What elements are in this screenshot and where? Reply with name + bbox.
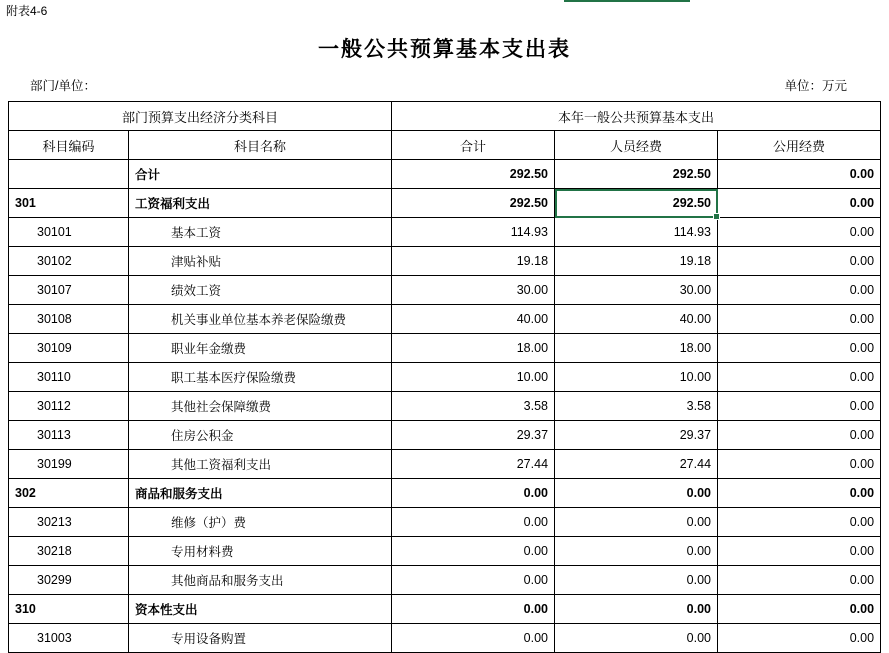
cell-public[interactable]: 0.00 — [718, 566, 881, 595]
cell-total[interactable]: 0.00 — [392, 479, 555, 508]
cell-code[interactable]: 30102 — [9, 247, 129, 276]
cell-total[interactable]: 27.44 — [392, 450, 555, 479]
cell-total[interactable]: 114.93 — [392, 218, 555, 247]
cell-public[interactable]: 0.00 — [718, 624, 881, 653]
cell-name[interactable]: 专用设备购置 — [129, 624, 392, 653]
cell-code[interactable]: 30109 — [9, 334, 129, 363]
cell-personnel[interactable]: 292.50 — [555, 160, 718, 189]
table-row — [9, 566, 881, 595]
cell-personnel[interactable]: 30.00 — [555, 276, 718, 305]
cell-code[interactable]: 30108 — [9, 305, 129, 334]
table-row — [9, 218, 881, 247]
cell-public[interactable]: 0.00 — [718, 421, 881, 450]
cell-code[interactable]: 30213 — [9, 508, 129, 537]
table-row — [9, 450, 881, 479]
cell-code[interactable]: 30299 — [9, 566, 129, 595]
cell-public[interactable]: 0.00 — [718, 537, 881, 566]
cell-name[interactable]: 职工基本医疗保险缴费 — [129, 363, 392, 392]
cell-name[interactable]: 其他商品和服务支出 — [129, 566, 392, 595]
header-group-row — [9, 102, 881, 131]
cell-code[interactable]: 310 — [9, 595, 129, 624]
cell-total[interactable]: 29.37 — [392, 421, 555, 450]
cell-personnel[interactable]: 10.00 — [555, 363, 718, 392]
table-head — [9, 102, 881, 160]
unit-label: 单位：万元 — [784, 79, 847, 93]
cell-personnel[interactable]: 114.93 — [555, 218, 718, 247]
cell-total[interactable]: 0.00 — [392, 595, 555, 624]
cell-personnel[interactable]: 0.00 — [555, 566, 718, 595]
cell-total[interactable]: 292.50 — [392, 160, 555, 189]
cell-name[interactable]: 商品和服务支出 — [129, 479, 392, 508]
table-row — [9, 421, 881, 450]
page-title: 一般公共预算基本支出表 — [318, 38, 571, 61]
cell-total[interactable]: 0.00 — [392, 508, 555, 537]
cell-name[interactable]: 工资福利支出 — [129, 189, 392, 218]
table-row — [9, 479, 881, 508]
cell-total[interactable]: 3.58 — [392, 392, 555, 421]
cell-total[interactable]: 19.18 — [392, 247, 555, 276]
sheet-label: 附表4-6 — [6, 4, 48, 18]
cell-public[interactable]: 0.00 — [718, 508, 881, 537]
cell-code[interactable]: 30199 — [9, 450, 129, 479]
table-row — [9, 189, 881, 218]
cell-personnel[interactable]: 40.00 — [555, 305, 718, 334]
cell-name[interactable]: 维修（护）费 — [129, 508, 392, 537]
table-row — [9, 392, 881, 421]
cell-public[interactable]: 0.00 — [718, 276, 881, 305]
table-row — [9, 334, 881, 363]
header-col-total: 合计 — [392, 131, 555, 160]
cell-name[interactable]: 基本工资 — [129, 218, 392, 247]
cell-personnel[interactable]: 0.00 — [555, 508, 718, 537]
cell-total[interactable]: 18.00 — [392, 334, 555, 363]
cell-public[interactable]: 0.00 — [718, 392, 881, 421]
cell-name[interactable]: 其他工资福利支出 — [129, 450, 392, 479]
cell-total[interactable]: 10.00 — [392, 363, 555, 392]
cell-personnel[interactable]: 18.00 — [555, 334, 718, 363]
cell-name[interactable]: 绩效工资 — [129, 276, 392, 305]
header-col-name: 科目名称 — [129, 131, 392, 160]
cell-public[interactable]: 0.00 — [718, 160, 881, 189]
cell-public[interactable]: 0.00 — [718, 363, 881, 392]
cell-public[interactable]: 0.00 — [718, 450, 881, 479]
department-label: 部门/单位： — [30, 79, 96, 93]
cell-code[interactable]: 30110 — [9, 363, 129, 392]
cell-public[interactable]: 0.00 — [718, 218, 881, 247]
cell-personnel[interactable]: 3.58 — [555, 392, 718, 421]
cell-public[interactable]: 0.00 — [718, 247, 881, 276]
cell-public[interactable]: 0.00 — [718, 189, 881, 218]
cell-personnel[interactable]: 27.44 — [555, 450, 718, 479]
cell-code[interactable]: 30101 — [9, 218, 129, 247]
cell-name[interactable]: 津贴补贴 — [129, 247, 392, 276]
cell-personnel[interactable]: 0.00 — [555, 479, 718, 508]
cell-name[interactable]: 专用材料费 — [129, 537, 392, 566]
table-row — [9, 247, 881, 276]
cell-public[interactable]: 0.00 — [718, 595, 881, 624]
cell-personnel[interactable]: 0.00 — [555, 624, 718, 653]
cell-code[interactable]: 301 — [9, 189, 129, 218]
header-col-public: 公用经费 — [718, 131, 881, 160]
cell-public[interactable]: 0.00 — [718, 305, 881, 334]
cell-name[interactable]: 其他社会保障缴费 — [129, 392, 392, 421]
cell-personnel[interactable]: 292.50 — [555, 189, 718, 218]
header-group-left: 部门预算支出经济分类科目 — [9, 102, 392, 131]
cell-personnel[interactable]: 0.00 — [555, 595, 718, 624]
cell-total[interactable]: 0.00 — [392, 566, 555, 595]
cell-name[interactable]: 职业年金缴费 — [129, 334, 392, 363]
selection-rule — [564, 0, 690, 2]
header-col-code: 科目编码 — [9, 131, 129, 160]
cell-code[interactable]: 30113 — [9, 421, 129, 450]
table-row — [9, 595, 881, 624]
header-col-personnel: 人员经费 — [555, 131, 718, 160]
table-row — [9, 508, 881, 537]
cell-name[interactable]: 合计 — [129, 160, 392, 189]
cell-total[interactable]: 292.50 — [392, 189, 555, 218]
table-row — [9, 537, 881, 566]
cell-code[interactable]: 30218 — [9, 537, 129, 566]
cell-total[interactable]: 0.00 — [392, 624, 555, 653]
cell-personnel[interactable]: 19.18 — [555, 247, 718, 276]
cell-name[interactable]: 住房公积金 — [129, 421, 392, 450]
table-body — [9, 160, 881, 653]
cell-total[interactable]: 0.00 — [392, 537, 555, 566]
cell-code[interactable]: 30107 — [9, 276, 129, 305]
cell-personnel[interactable]: 29.37 — [555, 421, 718, 450]
cell-total[interactable]: 40.00 — [392, 305, 555, 334]
cell-total[interactable]: 30.00 — [392, 276, 555, 305]
table-row — [9, 305, 881, 334]
budget-table — [8, 101, 881, 653]
cell-personnel[interactable]: 0.00 — [555, 537, 718, 566]
meta-row — [0, 76, 889, 94]
cell-code[interactable]: 302 — [9, 479, 129, 508]
table-row — [9, 363, 881, 392]
cell-name[interactable]: 机关事业单位基本养老保险缴费 — [129, 305, 392, 334]
cell-name[interactable]: 资本性支出 — [129, 595, 392, 624]
cell-code[interactable] — [9, 160, 129, 189]
table-row — [9, 624, 881, 653]
cell-code[interactable]: 31003 — [9, 624, 129, 653]
table-row — [9, 160, 881, 189]
cell-code[interactable]: 30112 — [9, 392, 129, 421]
table-row — [9, 276, 881, 305]
header-column-row — [9, 131, 881, 160]
cell-public[interactable]: 0.00 — [718, 479, 881, 508]
header-group-right: 本年一般公共预算基本支出 — [392, 102, 881, 131]
cell-public[interactable]: 0.00 — [718, 334, 881, 363]
